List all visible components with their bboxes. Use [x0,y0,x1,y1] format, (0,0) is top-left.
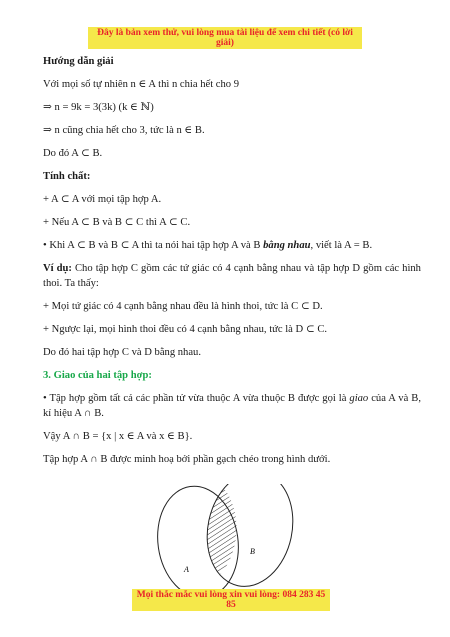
preview-notice: Đây là bản xem thử, vui lòng mua tài liệu để xem chi tiết (có lời giải) [88,27,362,49]
guide-title: Hướng dẫn giải [43,56,114,67]
guide-line-1: Với mọi số tự nhiên n ∈ A thì n chia hết cho 9 [43,79,240,90]
definition-pre: • Tập hợp gồm tất cả các phần tử vừa thuộc A vừa thuộc B được gọi là [43,393,350,404]
example-label: Ví dụ: [43,263,72,274]
guide-line-4: Do đó A ⊂ B. [43,148,103,159]
property-3-post: , viết là A = B. [310,240,373,251]
example-line-2: + Ngược lại, mọi hình thoi đều có 4 cạnh bằng nhau, tức là D ⊂ C. [43,324,328,335]
property-1: + A ⊂ A với mọi tập hợp A. [43,194,162,205]
set-b-label: B [250,547,255,556]
contact-notice: Mọi thắc mắc vui lòng xin vui lòng: 084 283 45 85 [132,589,330,611]
set-a-label: A [184,565,189,574]
property-3 [43,238,421,253]
example-paragraph [43,261,421,291]
guide-line-2: ⇒ n = 9k = 3(3k) (k ∈ ℕ) [43,102,154,113]
property-3-emphasis: bằng nhau [263,240,311,251]
property-2: + Nếu A ⊂ B và B ⊂ C thì A ⊂ C. [43,217,191,228]
intersection-hatch [197,484,300,594]
definition-emphasis: giao [349,393,369,404]
definition-post: của A và B, kí hiệu A ∩ B. [43,393,421,419]
properties-title: Tính chất: [43,171,91,182]
property-3-pre: • Khi A ⊂ B và B ⊂ A thì ta nói hai tập hợp A và B [43,240,264,251]
guide-line-3: ⇒ n cũng chia hết cho 3, tức là n ∈ B. [43,125,205,136]
example-line-3: Do đó hai tập hợp C và D bằng nhau. [43,347,202,358]
intersection-definition [43,391,421,421]
venn-caption: Tập hợp A ∩ B được minh hoạ bởi phần gạch chéo trong hình dưới. [43,454,331,465]
venn-diagram [150,484,300,594]
example-line-1: + Mọi tứ giác có 4 cạnh bằng nhau đều là hình thoi, tức là C ⊂ D. [43,301,323,312]
document-body [43,54,421,475]
intersection-formula: Vậy A ∩ B = {x | x ∈ A và x ∈ B}. [43,431,193,442]
example-text: Cho tập hợp C gồm các tứ giác có 4 cạnh bằng nhau và tập hợp D gồm các hình thoi. Ta thấy: [43,263,421,289]
section-3-title: 3. Giao của hai tập hợp: [43,370,152,381]
